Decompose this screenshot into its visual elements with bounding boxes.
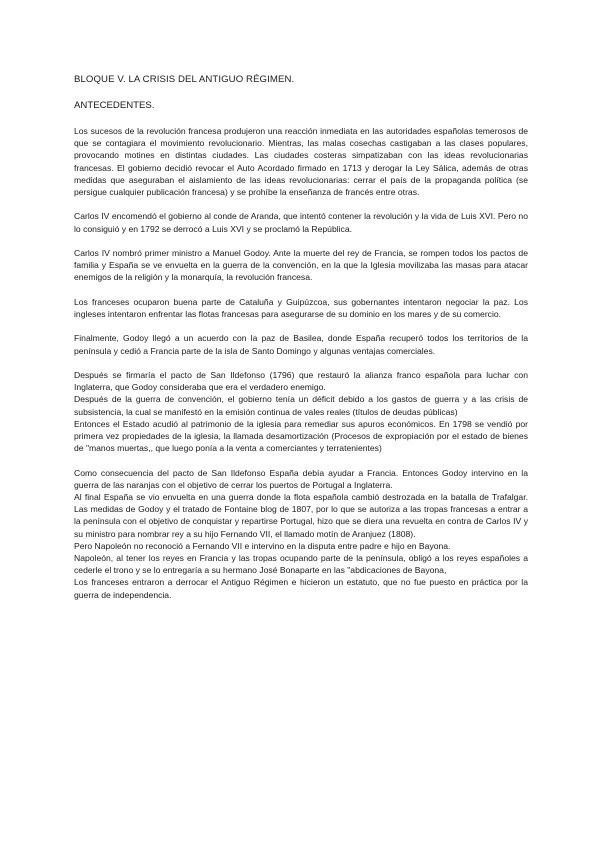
document-title: BLOQUE V. LA CRISIS DEL ANTIGUO RÉGIMEN.: [74, 74, 295, 85]
paragraph: Entonces el Estado acudió al patrimonio de la iglesia para remediar sus apuros económicos. En 1798 se vendió por primera vez propiedades de la iglesia, la llamada desamortización (Procesos de expropiación por el estado de bienes de "manos muertas,, que luego ponía a la venta a comerciantes y terratenientes): [74, 418, 528, 454]
paragraph: Después se firmaría el pacto de San Ildefonso (1796) que restauró la alianza franco española para luchar con Inglaterra, que Godoy consideraba que era el verdadero enemigo.: [74, 369, 528, 393]
paragraph: Napoleón, al tener los reyes en Francia y las tropas ocupando parte de la península, obligó a los reyes españoles a cederle el trono y se lo entregaría a su hermano José Bonaparte en las "abdicaciones de Bayona,: [74, 553, 528, 576]
paragraph: Después de la guerra de convención, el gobierno tenía un déficit debido a los gastos de guerra y a las crisis de subsistencia, la cual se manifestó en la emisión continua de vales reales (títulos de deudas públicas): [74, 394, 528, 417]
paragraph: Los franceses entraron a derrocar el Antiguo Régimen e hicieron un estatuto, que no fue puesto en práctica por la guerra de independencia.: [74, 577, 528, 600]
paragraph: Carlos IV encomendó el gobierno al conde de Aranda, que intentó contener la revolución y la vida de Luis XVI. Pero no lo consiguió y en 1792 se derrocó a Luis XVI y se proclamó la República.: [74, 211, 528, 234]
paragraph: Finalmente, Godoy llegó a un acuerdo con la paz de Basilea, donde España recuperó todos los territorios de la península y cedió a Francia parte de la isla de Santo Domingo y algunas ventajas comerciales.: [74, 333, 528, 356]
paragraph: Carlos IV nombró primer ministro a Manuel Godoy. Ante la muerte del rey de Francia, se rompen todos los pactos de familia y España se ve envuelta en la guerra de la convención, en la que la Iglesia movilizaba las masas para atacar enemigos de la religión y la monarquía, la revolución francesa.: [74, 248, 528, 283]
paragraph: Como consecuencia del pacto de San Ildefonso España debía ayudar a Francia. Entonces Godoy intervino en la guerra de las naranjas con el objetivo de cerrar los puertos de Portugal a Inglaterra.: [74, 467, 528, 490]
section-heading: ANTECEDENTES.: [74, 100, 155, 111]
paragraph: Al final España se vio envuelta en una guerra donde la flota española cambió destrozada en la batalla de Trafalgar. Las medidas de Godoy y el tratado de Fontaine blog de 1807, por lo que se autoriza a las tropas francesas a entrar a la península con el objetivo de conquistar y repartirse Portugal, hizo que se diera una revuelta en contra de Carlos IV y su ministro para nombrar rey a su hijo Fernando VII, el llamado motín de Aranjuez (1808).: [74, 492, 528, 539]
paragraph-gap: [74, 454, 528, 466]
paragraph: Los franceses ocuparon buena parte de Cataluña y Guipúzcoa, sus gobernantes intentaron negociar la paz. Los ingleses intentaron enfrentar las flotas francesas para asegurarse de su dominio en los mares y de su comercio.: [74, 296, 528, 319]
paragraph: Los sucesos de la revolución francesa produjeron una reacción inmediata en las autoridades españolas temerosos de que se contagiara el movimiento revolucionario. Mientras, las malas cosechas castigaban a las clases populares, provocando motines en distintas ciudades. Las ciudades costeras simpatizaban con las ideas revolucionarias francesas. El gobierno decidió revocar el Auto Acordado firmado en 1713 y derogar la Ley Sálica, además de otras medidas que aseguraban el aislamiento de las ideas revolucionarias: cerrar el país de la propaganda política (se persigue cualquier publicación francesa) y se prohíbe la enseñanza de francés entre otras.: [74, 126, 528, 198]
paragraph: Pero Napoleón no reconoció a Fernando VII e intervino en la disputa entre padre e hijo en Bayona.: [74, 540, 451, 551]
